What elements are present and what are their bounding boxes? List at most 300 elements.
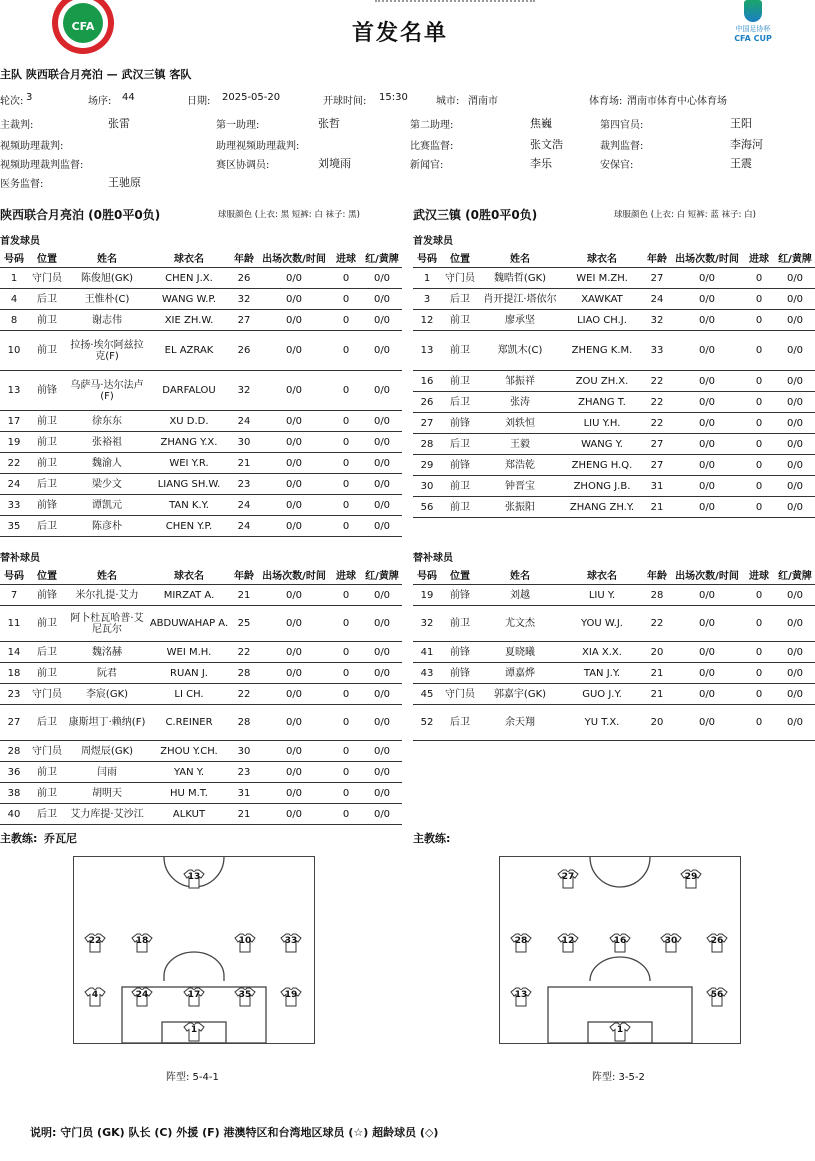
shirt-name: ZHANG T. bbox=[561, 392, 643, 413]
official-label: 比赛监督: bbox=[410, 141, 454, 152]
goals: 0 bbox=[330, 705, 362, 741]
player-row bbox=[413, 289, 815, 310]
shirt-icon bbox=[609, 1022, 631, 1042]
match-no-label: 场序: bbox=[88, 96, 112, 107]
goals: 0 bbox=[743, 642, 775, 663]
player-row bbox=[413, 585, 815, 606]
player-age: 28 bbox=[230, 663, 258, 684]
shirt-number: 24 bbox=[135, 990, 149, 1000]
player-row bbox=[413, 268, 815, 289]
column-header: 球衣名 bbox=[561, 252, 643, 268]
home-team-name: 陕西联合月亮泊 (0胜0平0负) bbox=[0, 208, 161, 222]
goals: 0 bbox=[743, 268, 775, 289]
player-age: 25 bbox=[230, 606, 258, 642]
player-position: 前卫 bbox=[28, 663, 66, 684]
home-formation-text: 阵型: 5-4-1 bbox=[166, 1072, 219, 1083]
shirt-name: ZHANG Y.X. bbox=[148, 432, 230, 453]
goals: 0 bbox=[330, 642, 362, 663]
player-name: 张涛 bbox=[479, 392, 561, 413]
column-header: 出场次数/时间 bbox=[671, 252, 743, 268]
player-position: 前卫 bbox=[28, 331, 66, 371]
cards: 0/0 bbox=[362, 371, 402, 411]
shirt-number: 29 bbox=[684, 872, 698, 882]
goals: 0 bbox=[330, 310, 362, 331]
column-header: 年龄 bbox=[643, 252, 671, 268]
player-name: 阿卜杜瓦哈普·艾尼瓦尔 bbox=[66, 606, 148, 642]
player-row bbox=[413, 455, 815, 476]
cards: 0/0 bbox=[362, 453, 402, 474]
cards: 0/0 bbox=[775, 413, 815, 434]
goals: 0 bbox=[743, 310, 775, 331]
player-row bbox=[0, 310, 402, 331]
player-position: 前卫 bbox=[28, 310, 66, 331]
cards: 0/0 bbox=[362, 474, 402, 495]
player-age: 23 bbox=[230, 474, 258, 495]
shirt-number: 13 bbox=[514, 990, 528, 1000]
column-header: 红/黄牌 bbox=[362, 252, 402, 268]
away-starters-label: 首发球员 bbox=[413, 236, 453, 247]
appearances: 0/0 bbox=[671, 606, 743, 642]
player-position: 前锋 bbox=[441, 663, 479, 684]
goals: 0 bbox=[330, 585, 362, 606]
column-header: 姓名 bbox=[66, 252, 148, 268]
goals: 0 bbox=[330, 289, 362, 310]
player-position: 前锋 bbox=[441, 413, 479, 434]
shirt-name: MIRZAT A. bbox=[148, 585, 230, 606]
cards: 0/0 bbox=[362, 289, 402, 310]
away-starters-grid bbox=[413, 252, 815, 518]
shirt-icon bbox=[131, 987, 153, 1007]
shirt-name: ZHENG H.Q. bbox=[561, 455, 643, 476]
player-age: 22 bbox=[643, 413, 671, 434]
player-name: 陈彦朴 bbox=[66, 516, 148, 537]
cards: 0/0 bbox=[775, 585, 815, 606]
city-value: 渭南市 bbox=[468, 96, 498, 107]
player-age: 30 bbox=[230, 432, 258, 453]
player-row bbox=[413, 331, 815, 371]
player-position: 前卫 bbox=[28, 783, 66, 804]
official-name: 张文浩 bbox=[530, 138, 563, 151]
player-age: 32 bbox=[643, 310, 671, 331]
cards: 0/0 bbox=[362, 663, 402, 684]
appearances: 0/0 bbox=[671, 413, 743, 434]
player-position: 后卫 bbox=[28, 474, 66, 495]
player-number: 24 bbox=[0, 474, 28, 495]
stadium-label: 体育场: bbox=[589, 96, 623, 107]
player-number: 40 bbox=[0, 804, 28, 825]
shirt-name: ZHENG K.M. bbox=[561, 331, 643, 371]
player-age: 33 bbox=[643, 331, 671, 371]
shirt-name: WANG Y. bbox=[561, 434, 643, 455]
shirt-name: WEI Y.R. bbox=[148, 453, 230, 474]
player-name: 肖开提江·塔依尔 bbox=[479, 289, 561, 310]
cards: 0/0 bbox=[362, 516, 402, 537]
shirt-number: 26 bbox=[710, 936, 724, 946]
official-label: 赛区协调员: bbox=[216, 160, 270, 171]
player-name: 拉扬·埃尔阿兹拉克(F) bbox=[66, 331, 148, 371]
column-header: 球衣名 bbox=[561, 569, 643, 585]
cards: 0/0 bbox=[775, 392, 815, 413]
player-age: 27 bbox=[643, 434, 671, 455]
player-age: 21 bbox=[230, 804, 258, 825]
cards: 0/0 bbox=[362, 783, 402, 804]
player-position: 后卫 bbox=[28, 289, 66, 310]
player-number: 26 bbox=[413, 392, 441, 413]
goals: 0 bbox=[330, 371, 362, 411]
shirt-name: WEI M.ZH. bbox=[561, 268, 643, 289]
official-label: 第四官员: bbox=[600, 120, 644, 131]
away-kit-colors: 球服颜色 (上衣: 白 短裤: 蓝 袜子: 白) bbox=[614, 210, 756, 220]
player-age: 27 bbox=[643, 268, 671, 289]
official-name: 焦巍 bbox=[530, 117, 552, 130]
player-row bbox=[0, 289, 402, 310]
away-subs-table bbox=[413, 569, 815, 741]
appearances: 0/0 bbox=[671, 476, 743, 497]
player-name: 陈俊旭(GK) bbox=[66, 268, 148, 289]
legend-note: 说明: 守门员 (GK) 队长 (C) 外援 (F) 港澳特区和台湾地区球员 (☆) 超龄球员 (◇) bbox=[30, 1126, 439, 1139]
player-row bbox=[413, 413, 815, 434]
player-number: 19 bbox=[0, 432, 28, 453]
cards: 0/0 bbox=[362, 741, 402, 762]
shirt-name: ZOU ZH.X. bbox=[561, 371, 643, 392]
shirt-icon bbox=[609, 933, 631, 953]
shirt-icon bbox=[131, 933, 153, 953]
player-number: 11 bbox=[0, 606, 28, 642]
player-number: 17 bbox=[0, 411, 28, 432]
shirt-number: 28 bbox=[514, 936, 528, 946]
player-name: 邹振祥 bbox=[479, 371, 561, 392]
official-name: 李乐 bbox=[530, 157, 552, 170]
player-row bbox=[0, 585, 402, 606]
player-name: 谢志伟 bbox=[66, 310, 148, 331]
player-number: 23 bbox=[0, 684, 28, 705]
shirt-icon bbox=[84, 987, 106, 1007]
cards: 0/0 bbox=[362, 684, 402, 705]
player-position: 守门员 bbox=[28, 741, 66, 762]
official-label: 主裁判: bbox=[0, 120, 34, 131]
player-row bbox=[0, 331, 402, 371]
shirt-name: DARFALOU bbox=[148, 371, 230, 411]
player-number: 8 bbox=[0, 310, 28, 331]
column-header: 位置 bbox=[441, 569, 479, 585]
player-number: 14 bbox=[0, 642, 28, 663]
appearances: 0/0 bbox=[671, 705, 743, 741]
player-row bbox=[0, 783, 402, 804]
appearances: 0/0 bbox=[671, 585, 743, 606]
player-row bbox=[413, 371, 815, 392]
shirt-name: ABDUWAHAP A. bbox=[148, 606, 230, 642]
player-name: 王惟朴(C) bbox=[66, 289, 148, 310]
goals: 0 bbox=[743, 371, 775, 392]
shirt-number: 13 bbox=[187, 872, 201, 882]
home-coach-name: 乔瓦尼 bbox=[44, 832, 77, 845]
shirt-number: 18 bbox=[135, 936, 149, 946]
player-position: 前卫 bbox=[28, 762, 66, 783]
appearances: 0/0 bbox=[671, 497, 743, 518]
cup-icon bbox=[744, 0, 762, 22]
player-name: 郑凯木(C) bbox=[479, 331, 561, 371]
player-number: 3 bbox=[413, 289, 441, 310]
official-label: 视频助理裁判监督: bbox=[0, 160, 84, 171]
player-number: 45 bbox=[413, 684, 441, 705]
player-number: 1 bbox=[413, 268, 441, 289]
player-position: 前锋 bbox=[441, 585, 479, 606]
player-age: 24 bbox=[230, 495, 258, 516]
shirt-number: 16 bbox=[613, 936, 627, 946]
player-age: 24 bbox=[230, 516, 258, 537]
player-position: 后卫 bbox=[28, 516, 66, 537]
appearances: 0/0 bbox=[258, 783, 330, 804]
appearances: 0/0 bbox=[258, 684, 330, 705]
cards: 0/0 bbox=[775, 289, 815, 310]
home-formation-pitch bbox=[73, 856, 315, 1044]
away-formation-text: 阵型: 3-5-2 bbox=[592, 1072, 645, 1083]
appearances: 0/0 bbox=[258, 741, 330, 762]
player-age: 23 bbox=[230, 762, 258, 783]
cards: 0/0 bbox=[362, 642, 402, 663]
player-position: 前卫 bbox=[28, 453, 66, 474]
shirt-name: LI CH. bbox=[148, 684, 230, 705]
player-number: 43 bbox=[413, 663, 441, 684]
player-number: 56 bbox=[413, 497, 441, 518]
shirt-name: EL AZRAK bbox=[148, 331, 230, 371]
home-coach-label: 主教练: bbox=[0, 832, 38, 845]
player-row bbox=[413, 476, 815, 497]
player-age: 20 bbox=[643, 705, 671, 741]
cards: 0/0 bbox=[775, 642, 815, 663]
column-header: 位置 bbox=[441, 252, 479, 268]
appearances: 0/0 bbox=[671, 289, 743, 310]
player-row bbox=[0, 516, 402, 537]
goals: 0 bbox=[743, 705, 775, 741]
round-value: 3 bbox=[26, 92, 33, 103]
appearances: 0/0 bbox=[258, 804, 330, 825]
column-header: 号码 bbox=[413, 252, 441, 268]
cfa-cup-logo: 中国足协杯 CFA CUP bbox=[718, 0, 788, 48]
shirt-number: 56 bbox=[710, 990, 724, 1000]
player-number: 27 bbox=[413, 413, 441, 434]
appearances: 0/0 bbox=[258, 331, 330, 371]
home-subs-label: 替补球员 bbox=[0, 553, 40, 564]
player-position: 前卫 bbox=[441, 606, 479, 642]
official-label: 安保官: bbox=[600, 160, 634, 171]
official-label: 视频助理裁判: bbox=[0, 141, 64, 152]
player-age: 26 bbox=[230, 268, 258, 289]
player-name: 胡明天 bbox=[66, 783, 148, 804]
shirt-number: 4 bbox=[91, 990, 99, 1000]
player-number: 1 bbox=[0, 268, 28, 289]
goals: 0 bbox=[330, 516, 362, 537]
official-name: 王驰原 bbox=[108, 176, 141, 189]
cards: 0/0 bbox=[362, 762, 402, 783]
appearances: 0/0 bbox=[258, 411, 330, 432]
official-label: 新闻官: bbox=[410, 160, 444, 171]
player-age: 24 bbox=[230, 411, 258, 432]
column-header: 年龄 bbox=[230, 569, 258, 585]
player-row bbox=[413, 705, 815, 741]
player-age: 31 bbox=[643, 476, 671, 497]
player-row bbox=[0, 705, 402, 741]
appearances: 0/0 bbox=[258, 371, 330, 411]
shirt-name: XIE ZH.W. bbox=[148, 310, 230, 331]
cards: 0/0 bbox=[775, 476, 815, 497]
shirt-name: HU M.T. bbox=[148, 783, 230, 804]
appearances: 0/0 bbox=[671, 434, 743, 455]
shirt-name: WANG W.P. bbox=[148, 289, 230, 310]
player-name: 魏渝人 bbox=[66, 453, 148, 474]
player-position: 后卫 bbox=[28, 705, 66, 741]
shirt-name: LIAO CH.J. bbox=[561, 310, 643, 331]
player-age: 21 bbox=[230, 585, 258, 606]
city-label: 城市: bbox=[436, 96, 460, 107]
player-number: 29 bbox=[413, 455, 441, 476]
player-number: 12 bbox=[413, 310, 441, 331]
column-header: 位置 bbox=[28, 252, 66, 268]
cards: 0/0 bbox=[362, 585, 402, 606]
shirt-number: 27 bbox=[561, 872, 575, 882]
player-position: 前卫 bbox=[441, 476, 479, 497]
player-position: 前锋 bbox=[441, 455, 479, 476]
player-row bbox=[413, 497, 815, 518]
player-name: 廖承坚 bbox=[479, 310, 561, 331]
home-starters-table bbox=[0, 252, 402, 537]
player-number: 22 bbox=[0, 453, 28, 474]
official-name: 李海河 bbox=[730, 138, 763, 151]
page-title: 首发名单 bbox=[351, 21, 448, 46]
shirt-number: 17 bbox=[187, 990, 201, 1000]
appearances: 0/0 bbox=[258, 606, 330, 642]
player-age: 22 bbox=[643, 606, 671, 642]
column-header: 进球 bbox=[330, 569, 362, 585]
player-name: 谭嘉烨 bbox=[479, 663, 561, 684]
appearances: 0/0 bbox=[671, 642, 743, 663]
shirt-icon bbox=[557, 933, 579, 953]
player-number: 7 bbox=[0, 585, 28, 606]
column-header: 进球 bbox=[330, 252, 362, 268]
player-age: 24 bbox=[643, 289, 671, 310]
goals: 0 bbox=[743, 684, 775, 705]
player-number: 27 bbox=[0, 705, 28, 741]
shirt-name: YAN Y. bbox=[148, 762, 230, 783]
player-position: 后卫 bbox=[441, 392, 479, 413]
player-row bbox=[0, 474, 402, 495]
goals: 0 bbox=[330, 331, 362, 371]
column-header: 红/黄牌 bbox=[775, 252, 815, 268]
appearances: 0/0 bbox=[258, 268, 330, 289]
cards: 0/0 bbox=[775, 497, 815, 518]
shirt-name: ZHANG ZH.Y. bbox=[561, 497, 643, 518]
shirt-name: LIANG SH.W. bbox=[148, 474, 230, 495]
goals: 0 bbox=[743, 497, 775, 518]
goals: 0 bbox=[743, 392, 775, 413]
player-age: 21 bbox=[643, 663, 671, 684]
player-position: 前卫 bbox=[441, 331, 479, 371]
appearances: 0/0 bbox=[671, 684, 743, 705]
shirt-name: CHEN J.X. bbox=[148, 268, 230, 289]
player-position: 守门员 bbox=[441, 684, 479, 705]
shirt-icon bbox=[234, 987, 256, 1007]
official-label: 助理视频助理裁判: bbox=[216, 141, 300, 152]
player-name: 艾力库提·艾沙江 bbox=[66, 804, 148, 825]
player-number: 13 bbox=[0, 371, 28, 411]
player-name: 闫雨 bbox=[66, 762, 148, 783]
player-position: 后卫 bbox=[441, 705, 479, 741]
player-row bbox=[413, 642, 815, 663]
player-row bbox=[0, 495, 402, 516]
player-number: 4 bbox=[0, 289, 28, 310]
player-position: 前锋 bbox=[441, 642, 479, 663]
player-position: 前卫 bbox=[441, 497, 479, 518]
official-label: 医务监督: bbox=[0, 179, 44, 190]
shirt-name: TAN K.Y. bbox=[148, 495, 230, 516]
player-position: 前锋 bbox=[28, 585, 66, 606]
away-starters-table bbox=[413, 252, 815, 518]
column-header: 号码 bbox=[413, 569, 441, 585]
appearances: 0/0 bbox=[258, 310, 330, 331]
player-position: 后卫 bbox=[28, 804, 66, 825]
column-header: 号码 bbox=[0, 569, 28, 585]
official-name: 王阳 bbox=[730, 117, 752, 130]
column-header: 出场次数/时间 bbox=[258, 569, 330, 585]
shirt-icon bbox=[183, 1022, 205, 1042]
player-position: 前卫 bbox=[28, 606, 66, 642]
shirt-name: CHEN Y.P. bbox=[148, 516, 230, 537]
shirt-name: TAN J.Y. bbox=[561, 663, 643, 684]
player-age: 22 bbox=[643, 392, 671, 413]
player-name: 余天翔 bbox=[479, 705, 561, 741]
player-row bbox=[413, 684, 815, 705]
player-name: 康斯坦丁·赖纳(F) bbox=[66, 705, 148, 741]
player-name: 郭嘉宇(GK) bbox=[479, 684, 561, 705]
shirt-icon bbox=[280, 933, 302, 953]
player-position: 后卫 bbox=[441, 434, 479, 455]
shirt-name: YU T.X. bbox=[561, 705, 643, 741]
shirt-icon bbox=[280, 987, 302, 1007]
column-header: 出场次数/时间 bbox=[258, 252, 330, 268]
column-header: 姓名 bbox=[479, 569, 561, 585]
player-name: 尤文杰 bbox=[479, 606, 561, 642]
away-subs-label: 替补球员 bbox=[413, 553, 453, 564]
player-number: 10 bbox=[0, 331, 28, 371]
player-age: 22 bbox=[230, 642, 258, 663]
round-label: 轮次: bbox=[0, 96, 24, 107]
player-name: 魏洺赫 bbox=[66, 642, 148, 663]
cards: 0/0 bbox=[362, 495, 402, 516]
column-header: 球衣名 bbox=[148, 569, 230, 585]
player-age: 27 bbox=[643, 455, 671, 476]
home-kit-colors: 球服颜色 (上衣: 黑 短裤: 白 袜子: 黑) bbox=[218, 210, 360, 220]
player-age: 21 bbox=[230, 453, 258, 474]
player-name: 郑浩乾 bbox=[479, 455, 561, 476]
appearances: 0/0 bbox=[258, 762, 330, 783]
cards: 0/0 bbox=[775, 705, 815, 741]
away-coach-label: 主教练: bbox=[413, 832, 451, 845]
player-number: 19 bbox=[413, 585, 441, 606]
column-header: 进球 bbox=[743, 569, 775, 585]
shirt-number: 30 bbox=[664, 936, 678, 946]
player-age: 28 bbox=[230, 705, 258, 741]
player-age: 22 bbox=[230, 684, 258, 705]
player-position: 前锋 bbox=[28, 371, 66, 411]
shirt-number: 1 bbox=[616, 1025, 624, 1035]
column-header: 红/黄牌 bbox=[362, 569, 402, 585]
away-subs-grid bbox=[413, 569, 815, 741]
shirt-icon bbox=[183, 987, 205, 1007]
appearances: 0/0 bbox=[258, 474, 330, 495]
away-formation-pitch bbox=[499, 856, 741, 1044]
player-name: 米尔扎提·艾力 bbox=[66, 585, 148, 606]
column-header: 出场次数/时间 bbox=[671, 569, 743, 585]
